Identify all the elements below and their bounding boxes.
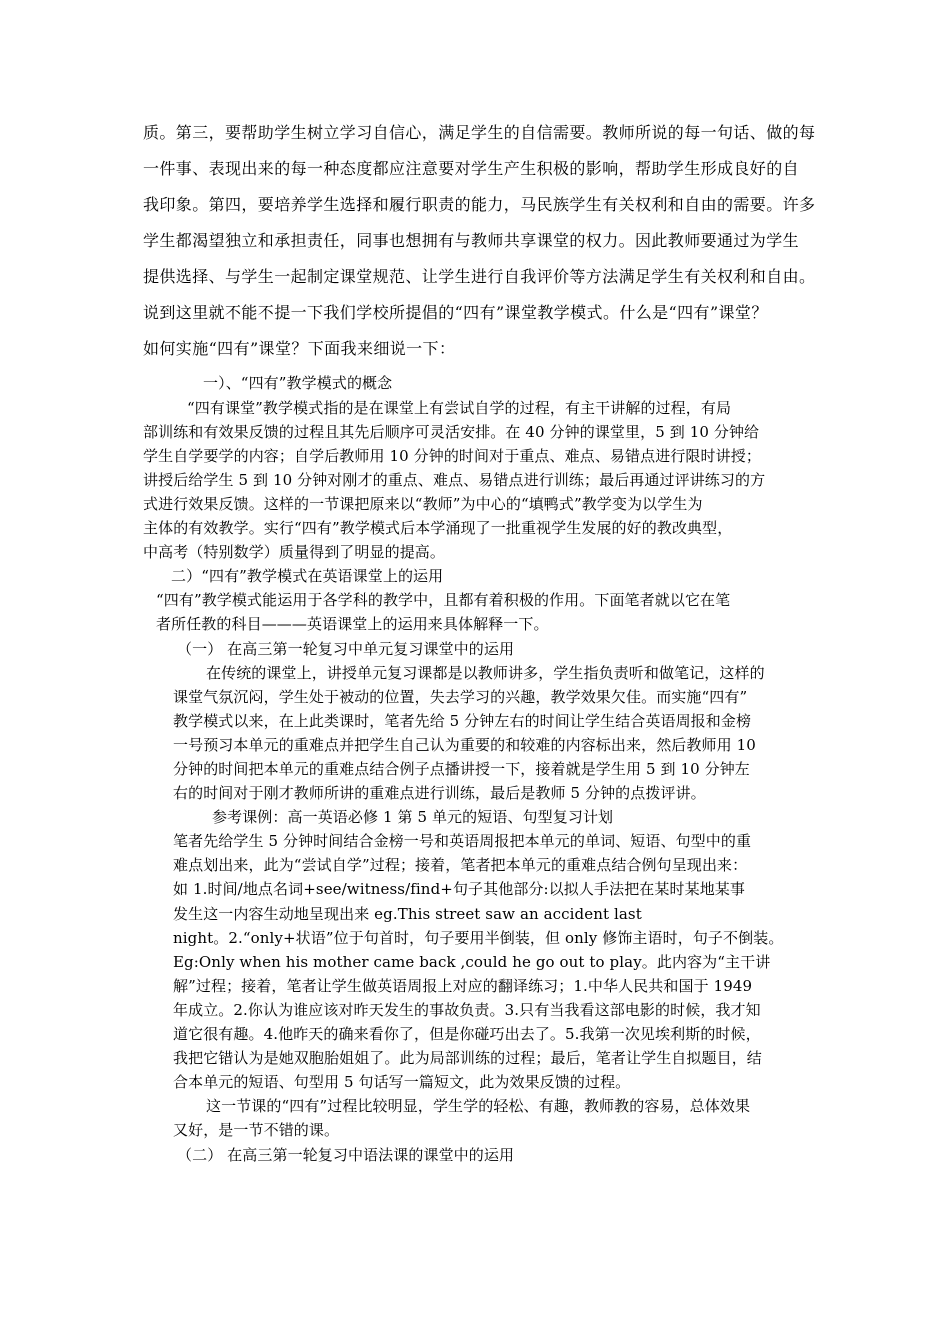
paragraph-line: 我把它错认为是她双胞胎姐姐了。此为局部训练的过程；最后，笔者让学生自拟题目，结: [173, 1049, 762, 1067]
paragraph-line: 一号预习本单元的重难点并把学生自己认为重要的和较难的内容标出来，然后教师用 10: [173, 736, 756, 754]
paragraph-line: 分钟的时间把本单元的重难点结合例子点播讲授一下，接着就是学生用 5 到 10 分钟左: [173, 760, 750, 778]
section-heading: 二）“四有”教学模式在英语课堂上的运用: [171, 567, 444, 585]
paragraph-line: 我印象。第四，要培养学生选择和履行职责的能力，马民族学生有关权利和自由的需要。许多: [143, 195, 816, 214]
paragraph-line: 课堂气氛沉闷，学生处于被动的位置，失去学习的兴趣，教学效果欠佳。而实施“四有”: [173, 688, 748, 706]
paragraph-line: 在传统的课堂上，讲授单元复习课都是以教师讲多，学生指负责听和做笔记，这样的: [206, 664, 765, 682]
paragraph-line: 道它很有趣。4.他昨天的确来看你了，但是你碰巧出去了。5.我第一次见埃利斯的时候，: [173, 1025, 761, 1043]
subsection-heading: （一） 在高三第一轮复习中单元复习课堂中的运用: [177, 640, 515, 658]
subsection-heading: （二） 在高三第一轮复习中语法课的课堂中的运用: [177, 1146, 515, 1164]
paragraph-line: 这一节课的“四有”过程比较明显，学生学的轻松、有趣，教师教的容易，总体效果: [206, 1097, 751, 1115]
paragraph-line: 讲授后给学生 5 到 10 分钟对刚才的重点、难点、易错点进行训练；最后再通过评讲练习的方: [143, 471, 766, 489]
paragraph-line: 主体的有效教学。实行“四有”教学模式后本学涌现了一批重视学生发展的好的教改典型，: [143, 519, 733, 537]
example-heading: 参考课例：高一英语必修 1 第 5 单元的短语、句型复习计划: [212, 808, 614, 826]
paragraph-line: 部训练和有效果反馈的过程且其先后顺序可灵活安排。在 40 分钟的课堂里，5 到 10 分钟给: [143, 423, 760, 441]
paragraph-line: night。2.“only+状语”位于句首时，句子要用半倒装，但 only 修饰主语时，句子不倒装。: [173, 929, 784, 947]
paragraph-line: “四有课堂”教学模式指的是在课堂上有尝试自学的过程，有主干讲解的过程，有局: [187, 399, 732, 417]
paragraph-line: “四有”教学模式能运用于各学科的教学中，且都有着积极的作用。下面笔者就以它在笔: [156, 591, 731, 609]
paragraph-line: 又好，是一节不错的课。: [173, 1121, 340, 1139]
paragraph-line: 质。第三，要帮助学生树立学习自信心，满足学生的自信需要。教师所说的每一句话、做的每: [143, 123, 816, 142]
paragraph-line: 如 1.时间/地点名词+see/witness/find+句子其他部分:以拟人手法把在某时某地某事: [173, 880, 745, 898]
section-heading: 一）、“四有”教学模式的概念: [203, 374, 393, 392]
paragraph-line: 学生都渴望独立和承担责任，同事也想拥有与教师共享课堂的权力。因此教师要通过为学生: [143, 231, 800, 250]
paragraph-line: 右的时间对于刚才教师所讲的重难点进行训练，最后是教师 5 分钟的点拨评讲。: [173, 784, 706, 802]
paragraph-line: 解”过程；接着，笔者让学生做英语周报上对应的翻译练习；1.中华人民共和国于 1949: [173, 977, 753, 995]
paragraph-line: 年成立。2.你认为谁应该对昨天发生的事故负责。3.只有当我看这部电影的时候，我才知: [173, 1001, 761, 1019]
paragraph-line: 发生这一内容生动地呈现出来 eg.This street saw an accident last: [173, 905, 642, 923]
paragraph-line: 如何实施“四有”课堂？下面我来细说一下：: [143, 339, 456, 358]
paragraph-line: 笔者先给学生 5 分钟时间结合金榜一号和英语周报把本单元的单词、短语、句型中的重: [173, 832, 752, 850]
paragraph-line: 教学模式以来，在上此类课时，笔者先给 5 分钟左右的时间让学生结合英语周报和金榜: [173, 712, 752, 730]
paragraph-line: 提供选择、与学生一起制定课堂规范、让学生进行自我评价等方法满足学生有关权利和自由。: [143, 267, 816, 286]
paragraph-line: Eg:Only when his mother came back ,could he go out to play。此内容为“主干讲: [173, 953, 771, 971]
paragraph-line: 一件事、表现出来的每一种态度都应注意要对学生产生积极的影响，帮助学生形成良好的自: [143, 159, 800, 178]
paragraph-line: 难点划出来，此为“尝试自学”过程；接着，笔者把本单元的重难点结合例句呈现出来：: [173, 856, 748, 874]
paragraph-line: 学生自学要学的内容；自学后教师用 10 分钟的时间对于重点、难点、易错点进行限时讲授；: [143, 447, 761, 465]
paragraph-line: 说到这里就不能不提一下我们学校所提倡的“四有”课堂教学模式。什么是“四有”课堂？: [143, 303, 768, 322]
paragraph-line: 者所任教的科目———英语课堂上的运用来具体解释一下。: [156, 615, 549, 633]
paragraph-line: 中高考（特别数学）质量得到了明显的提高。: [143, 543, 446, 561]
paragraph-line: 式进行效果反馈。这样的一节课把原来以“教师”为中心的“填鸭式”教学变为以学生为: [143, 495, 703, 513]
paragraph-line: 合本单元的短语、句型用 5 句话写一篇短文，此为效果反馈的过程。: [173, 1073, 631, 1091]
